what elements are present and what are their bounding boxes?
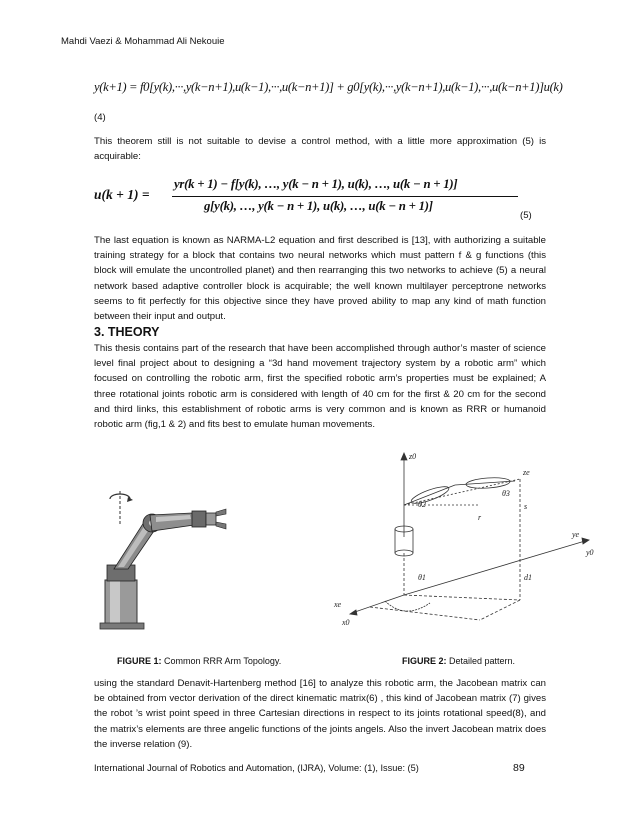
equation-5	[94, 176, 546, 216]
section-heading: 3. THEORY	[94, 325, 160, 339]
paragraph-4: using the standard Denavit-Hartenberg method [16] to analyze this robotic arm, the Jacobean matrix can be obtained from vector derivation of the direct kinematic matrix(6) , this kind of Jacobean matrix (7) gives the robot ’s wrist point speed in three Cartesian directions in respect to its joints rotational speed(8), and the matrix’s elements are three angelic functions of the joints angels. Also the invert Jacobean matrix does the inverse relation (9).	[94, 678, 546, 750]
label-y0: y0	[586, 548, 594, 557]
figure-1-caption	[117, 656, 281, 666]
paragraph-3: This thesis contains part of the research that have been accomplished through author’s master of science level final project about to designing a “3d hand movement trajectory system by a robotic arm” which focused on controlling the robotic arm, first the specified robotic arm’s properties must be explained; A three rotational joints robotic arm is considered with length of 40 cm for the first & 20 cm for the second and third links, this establishment of robotic arms is very common and is known as RRR or humanoid robotic arm (fig,1 & 2) and fits best to emulate human movements.	[94, 343, 546, 431]
label-z0: z0	[409, 452, 417, 461]
label-r: r	[478, 513, 482, 522]
paragraph-2: The last equation is known as NARMA-L2 equation and first described is [13], with authorizing a suitable training strategy for a block that contains two neural networks which must pattern f & g functions (this block will emulate the uncontrolled planet) and then rearranging this two networks to achieve (5) a neural network based adaptive controller block is acquirable; the well known multilayer perceptrone networks seems to fit perfectly for this objective since they have proved ability to map any kind of math function between their input and output.	[94, 235, 546, 323]
figure-2-text: Detailed pattern.	[446, 656, 516, 666]
figure-1-text: Common RRR Arm Topology.	[161, 656, 282, 666]
label-d1: d1	[524, 573, 532, 582]
running-header: Mahdi Vaezi & Mohammad Ali Nekouie	[61, 36, 225, 47]
label-x0: x0	[342, 618, 350, 627]
journal-footer: International Journal of Robotics and Automation, (IJRA), Volume: (1), Issue: (5)	[94, 763, 419, 773]
label-ye: ye	[572, 530, 580, 539]
equation-5-lhs: u(k + 1) =	[94, 187, 150, 202]
label-theta3: θ3	[502, 489, 510, 498]
paragraph-1: This theorem still is not suitable to devise a control method, with a little more approximation (5) is acquirable:	[94, 136, 546, 163]
equation-5-denominator: g[y(k), …, y(k − n + 1), u(k), …, u(k − n + 1)]	[204, 199, 433, 213]
equation-4: y(k+1) = f0[y(k),···,y(k−n+1),u(k−1),···,u(k−n+1)] + g0[y(k),···,y(k−n+1),u(k−1),···,u(k−n+1)]u(k)	[94, 80, 563, 94]
equation-5-number: (5)	[520, 210, 532, 221]
figure-2-kinematic-diagram	[330, 445, 600, 635]
figure-2-caption	[402, 656, 515, 666]
label-theta1: θ1	[418, 573, 426, 582]
equation-5-numerator: yr(k + 1) − f[y(k), …, y(k − n + 1), u(k), …, u(k − n + 1)]	[174, 177, 458, 191]
page-number: 89	[513, 762, 525, 774]
label-ze: ze	[523, 468, 530, 477]
fraction-bar	[172, 196, 518, 197]
label-s: s	[524, 502, 528, 511]
equation-4-number: (4)	[94, 112, 106, 123]
figure-1-robot-arm-image	[92, 485, 242, 635]
figure-1-label: FIGURE 1:	[117, 656, 162, 666]
figure-2-label: FIGURE 2:	[402, 656, 447, 666]
label-theta2: θ2	[418, 500, 426, 509]
label-xe: xe	[334, 600, 342, 609]
